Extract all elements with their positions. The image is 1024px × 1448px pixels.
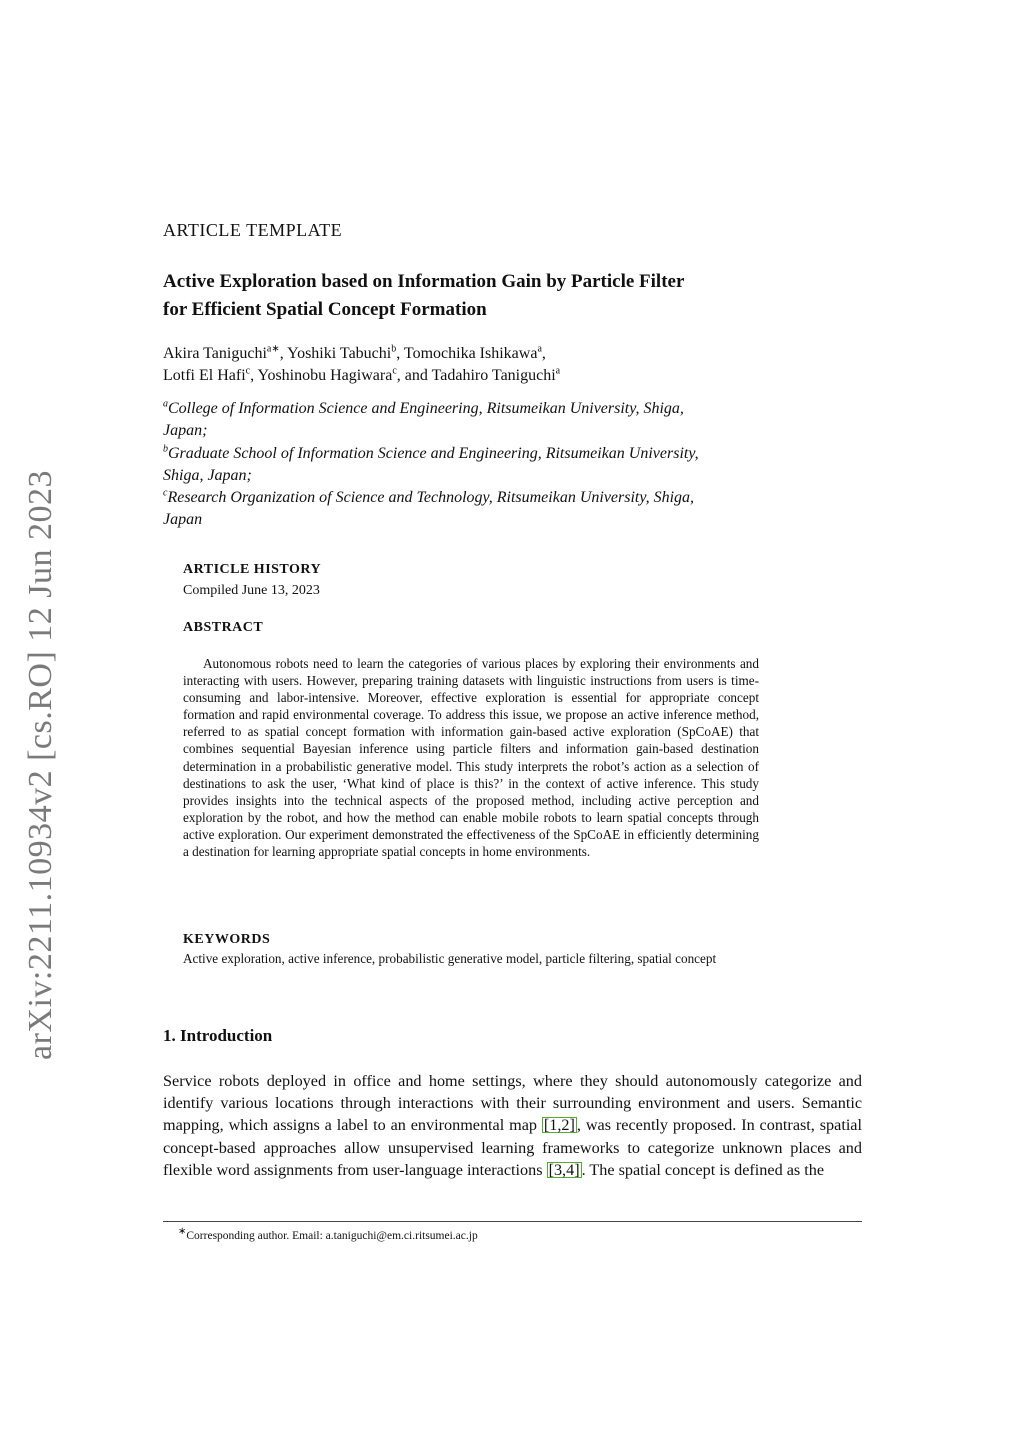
- affiliation-b: [163, 443, 863, 487]
- arxiv-identifier: arXiv:2211.10934v2 [cs.RO] 12 Jun 2023: [22, 469, 59, 1060]
- affiliation-text: Japan;: [163, 422, 208, 439]
- affiliation-a: [163, 398, 863, 442]
- footnote-mark: ∗: [178, 1226, 187, 1238]
- affiliation-text: Shiga, Japan;: [163, 467, 252, 484]
- intro-text: Service robots deployed in office and home settings, where they should autonomously categorize and identify various locations through interactions with their surrounding environment and users. Semantic mapping, which assigns a label to an environmental map: [163, 1072, 862, 1135]
- author-separator: ,: [541, 345, 546, 362]
- author-name: Akira Taniguchi: [163, 345, 267, 362]
- abstract-body: Autonomous robots need to learn the categories of various places by exploring their environments and interacting with users. However, preparing training datasets with linguistic instructions from users is time-consuming and labor-intensive. Moreover, effective exploration is essential for appropriate concept formation and rapid environmental coverage. To address this issue, we propose an active inference method, referred to as spatial concept formation with information gain-based active exploration (SpCoAE) that combines sequential Bayesian inference using particle filters and information gain-based destination determination in a probabilistic generative model. This study interprets the robot’s action as a selection of destinations to ask the user, ‘What kind of place is this?’ in the context of active inference. This study provides insights into the technical aspects of the proposed method, including active perception and exploration by the robot, and how the method can enable mobile robots to learn spatial concepts through active exploration. Our experiment demonstrated the effectiveness of the SpCoAE in efficiently determining a destination for learning appropriate spatial concepts in home environments.: [183, 656, 759, 860]
- author-affiliation-mark: a: [537, 343, 542, 355]
- paper-title: [163, 268, 863, 324]
- introduction-paragraph: [163, 1070, 862, 1181]
- citation-link[interactable]: [1,2]: [543, 1116, 575, 1135]
- keywords-heading: KEYWORDS: [183, 932, 271, 947]
- title-line-2: for Efficient Spatial Concept Formation: [163, 299, 487, 320]
- keywords-list: Active exploration, active inference, probabilistic generative model, particle filtering, spatial concept: [183, 951, 717, 966]
- affiliation-mark: a: [163, 398, 168, 410]
- author-affiliation-mark: a∗: [266, 343, 280, 355]
- affiliation-text: Graduate School of Information Science and Engineering, Ritsumeikan University,: [168, 445, 699, 462]
- author-name: , Yoshinobu Hagiwara: [250, 367, 393, 384]
- author-name: , Yoshiki Tabuchi: [279, 345, 392, 362]
- author-line-2: [163, 365, 863, 387]
- title-line-1: Active Exploration based on Information Gain by Particle Filter: [163, 271, 685, 292]
- author-affiliation-mark: b: [391, 343, 397, 355]
- author-name: , Tomochika Ishikawa: [396, 345, 538, 362]
- affiliation-text: Japan: [163, 511, 203, 528]
- affiliation-c: [163, 487, 863, 531]
- affiliation-mark: c: [163, 487, 168, 499]
- author-affiliation-mark: c: [245, 365, 251, 377]
- section-heading-introduction: 1. Introduction: [163, 1026, 273, 1045]
- affiliation-mark: b: [163, 443, 168, 455]
- author-affiliation-mark: c: [392, 365, 397, 377]
- article-history-heading: ARTICLE HISTORY: [183, 562, 322, 577]
- author-list: [163, 343, 863, 387]
- template-label: ARTICLE TEMPLATE: [163, 220, 343, 240]
- footnote: [178, 1226, 478, 1242]
- author-name: Lotfi El Hafi: [163, 367, 246, 384]
- author-affiliation-mark: a: [555, 365, 561, 377]
- footnote-divider: [163, 1221, 862, 1222]
- affiliation-text: College of Information Science and Engineering, Ritsumeikan University, Shiga,: [168, 400, 684, 417]
- intro-text: , was recently proposed. In contrast, spatial concept-based approaches allow unsupervised learning frameworks to categorize unknown places and flexible word assignments from user-language interactions: [163, 1116, 862, 1179]
- abstract-heading: ABSTRACT: [183, 620, 264, 635]
- footnote-text: Corresponding author. Email: a.taniguchi@em.ci.ritsumei.ac.jp: [186, 1230, 478, 1242]
- intro-text: . The spatial concept is defined as the: [581, 1160, 825, 1179]
- author-name: , and Tadahiro Taniguchi: [396, 367, 556, 384]
- affiliation-text: Research Organization of Science and Technology, Ritsumeikan University, Shiga,: [167, 489, 695, 506]
- compiled-date: Compiled June 13, 2023: [183, 583, 320, 598]
- citation-link[interactable]: [3,4]: [548, 1160, 580, 1179]
- author-line-1: [163, 343, 863, 365]
